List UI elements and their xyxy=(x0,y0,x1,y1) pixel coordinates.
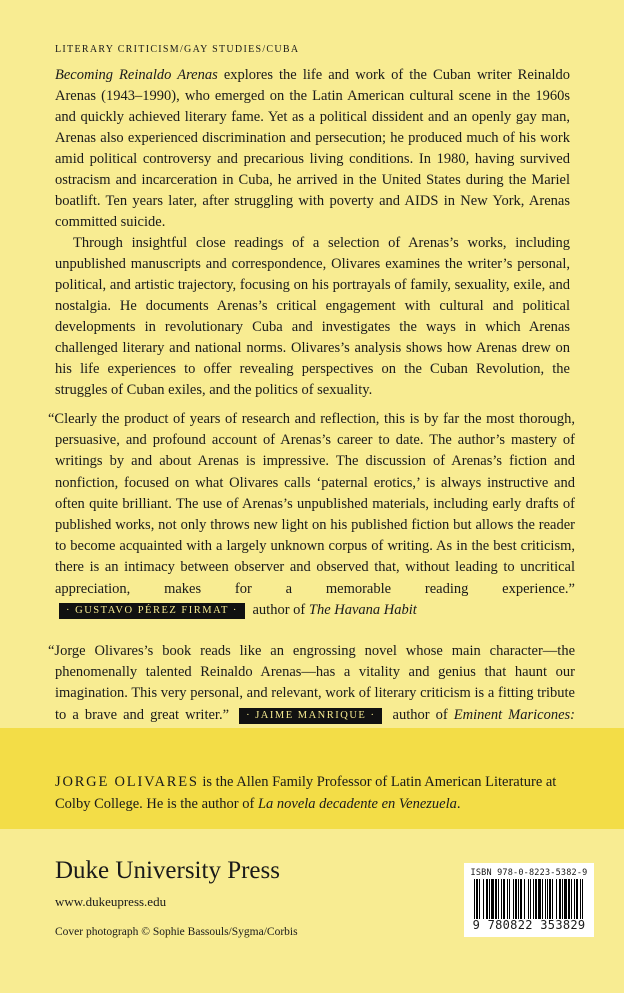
barcode-bar xyxy=(580,879,581,919)
barcode-bar xyxy=(495,879,497,919)
barcode-bar xyxy=(545,879,546,919)
reviewer-badge: · JAIME MANRIQUE · xyxy=(239,708,382,724)
barcode-bar xyxy=(486,879,488,919)
barcode-bar xyxy=(489,879,490,919)
reviewer-role: author of xyxy=(252,601,306,618)
barcode-bar xyxy=(535,879,537,919)
barcode-bar xyxy=(571,879,572,919)
barcode-bar xyxy=(515,879,517,919)
synopsis xyxy=(55,65,570,401)
barcode-bar xyxy=(562,879,563,919)
barcode-bar xyxy=(574,879,575,919)
photo-credit: Cover photograph © Sophie Bassouls/Sygma/Corbis xyxy=(55,926,298,938)
barcode-bar xyxy=(549,879,551,919)
barcode-bar xyxy=(483,879,484,919)
reviewer-role: author of xyxy=(392,706,448,723)
barcode-bar xyxy=(530,879,531,919)
barcode-bar xyxy=(509,879,510,919)
barcode-bar xyxy=(542,879,543,919)
author-name: JORGE OLIVARES xyxy=(55,774,199,790)
barcode-bar xyxy=(476,879,478,919)
barcode-bar xyxy=(538,879,541,919)
isbn-label: ISBN 978-0-8223-5382-9 xyxy=(470,868,588,878)
barcode-bar xyxy=(474,879,475,919)
barcode-bar xyxy=(556,879,557,919)
barcode-bar xyxy=(559,879,561,919)
barcode-bar xyxy=(547,879,548,919)
barcode-bar xyxy=(568,879,570,919)
author-bio xyxy=(55,771,575,815)
author-book: La novela decadente en Venezuela xyxy=(257,796,457,812)
barcode-bar xyxy=(503,879,505,919)
barcode-bar xyxy=(528,879,529,919)
publisher-url: www.dukeupress.edu xyxy=(55,894,167,909)
publisher-name: Duke University Press xyxy=(55,857,280,884)
barcode-bar xyxy=(491,879,494,919)
barcode-bar xyxy=(582,879,583,919)
barcode-bar xyxy=(501,879,502,919)
book-title: Becoming Reinaldo Arenas xyxy=(55,67,218,83)
synopsis-paragraph-1 xyxy=(55,65,570,233)
isbn-digits: 9 780822 353829 xyxy=(472,918,586,932)
barcode-bar xyxy=(576,879,578,919)
synopsis-paragraph-1-text: explores the life and work of the Cuban writer Reinaldo Arenas (1943–1990), who emerged on the Latin American cultural scene in the 1960s and quickly achieved literary fame. Yet as a political dissident and an openly gay man, Arenas also experienced discrimination and persecution; he produced much of his work amid political controversy and precarious living conditions. In 1980, having survived ostracism and incarceration in Cuba, he arrived in the United States during the Mariel boatlift. Ten years later, after struggling with poverty and AIDS in New York, Arenas committed suicide. xyxy=(55,67,571,230)
reviewer-work: The Havana Habit xyxy=(308,601,417,618)
blurb-text: “Clearly the product of years of research and reflection, this is by far the most thorough, persuasive, and profound account of Arenas’s career to date. The author’s mastery of writings by and about Arenas is impressive. The discussion of Arenas’s fiction and nonfiction, focused on what Olivares calls ‘paternal erotics,’ is always instructive and often quite brilliant. The use of Arenas’s unpublished materials, including early drafts of published works, not only throws new light on his published fiction but allows the reader to become acquainted with a largely unknown corpus of writing. As in the best criticism, there is an intimacy between observer and observed that, without leading to uncritical appreciation, makes for a memorable reading experience.” xyxy=(48,411,575,597)
reviewer-badge: · GUSTAVO PÉREZ FIRMAT · xyxy=(59,603,245,619)
reviewer-work: Eminent Maricones: xyxy=(453,706,576,723)
barcode-bar xyxy=(533,879,534,919)
barcode-bar xyxy=(498,879,499,919)
barcode-bars xyxy=(474,879,584,919)
barcode-bar xyxy=(524,879,525,919)
barcode-bar xyxy=(513,879,514,919)
author-bio-end: . xyxy=(456,796,461,812)
barcode-bar xyxy=(564,879,567,919)
barcode xyxy=(464,863,594,937)
barcode-bar xyxy=(479,879,480,919)
barcode-bar xyxy=(518,879,519,919)
barcode-bar xyxy=(520,879,522,919)
category-label: LITERARY CRITICISM/GAY STUDIES/CUBA xyxy=(55,44,300,55)
barcode-bar xyxy=(552,879,553,919)
author-bio-text: is the Allen Family Professor of Latin American Literature at Colby College. He is the author of xyxy=(55,774,557,812)
blurb-text: “Jorge Olivares’s book reads like an engrossing novel whose main character—the phenomenally talented Reinaldo Arenas—has a vitality and genius that haunt our imagination. This very personal, and relevant, work of literary criticism is a fitting tribute to a brave and great writer.” xyxy=(48,643,575,723)
barcode-bar xyxy=(507,879,508,919)
synopsis-paragraph-2: Through insightful close readings of a selection of Arenas’s works, including unpublished manuscripts and correspondence, Olivares examines the writer’s personal, political, and artistic trajectory, focusing on his portrayals of family, sexuality, exile, and nostalgia. He documents Arenas’s critical engagement with cultural and political developments in revolutionary Cuba and investigates the ways in which Arenas challenged literary and national norms. Olivares’s analysis shows how Arenas drew on his life experiences to offer revealing perspectives on the Cuban Revolution, the struggles of Cuban exiles, and the politics of sexuality. xyxy=(55,235,570,398)
blurb-firmat xyxy=(48,409,575,621)
